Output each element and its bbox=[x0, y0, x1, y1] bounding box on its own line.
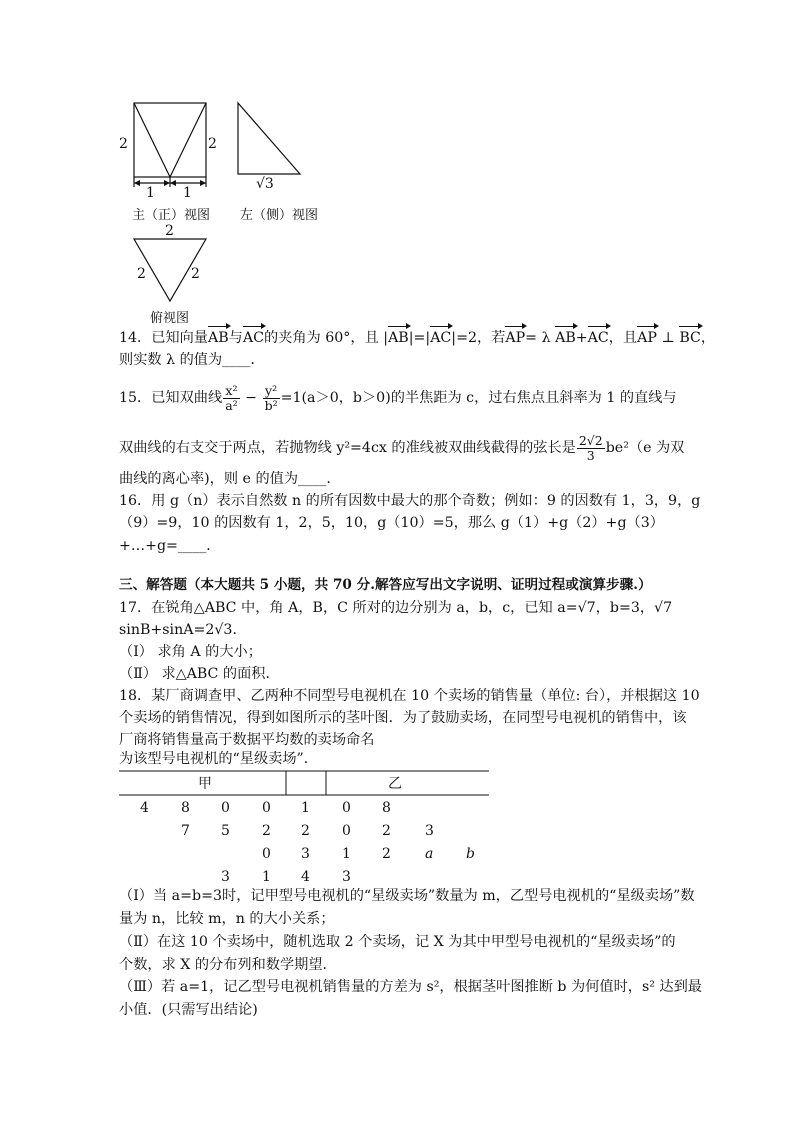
leaf-jia: 0 bbox=[221, 800, 230, 816]
stem: 4 bbox=[301, 869, 310, 885]
q16-line2: （9）=9，10 的因数有 1，2，5，10，g（10）=5，那么 g（1）+g（2）+g（3） bbox=[119, 515, 664, 531]
vector-ap: AP bbox=[505, 327, 525, 349]
top-right-dim: 2 bbox=[191, 266, 200, 282]
stem-leaf-table-lines bbox=[119, 770, 491, 800]
top-view-caption: 俯视图 bbox=[150, 311, 190, 326]
front-bottom-right-dim: 1 bbox=[183, 185, 192, 201]
leaf-yi: 8 bbox=[382, 800, 391, 816]
q15-line3: 曲线的离心率)，则 e 的值为____． bbox=[119, 471, 341, 487]
vector-ab: AB bbox=[208, 327, 229, 349]
front-right-dim: 2 bbox=[208, 136, 217, 152]
leaf-jia: 1 bbox=[262, 869, 271, 885]
leaf-yi: a bbox=[425, 846, 434, 862]
q15-line2: 双曲线的右支交于两点，若抛物线 y²=4cx 的准线被双曲线截得的弦长是 $\frac{2√2}{3}$ be²（e 为双 bbox=[119, 432, 685, 463]
q17-part2: （Ⅱ） 求△ABC 的面积． bbox=[119, 666, 280, 682]
leaf-yi: b bbox=[466, 846, 475, 862]
stem: 2 bbox=[301, 823, 310, 839]
leaf-jia: 3 bbox=[221, 869, 230, 885]
side-view bbox=[238, 103, 300, 174]
leaf-jia: 2 bbox=[262, 823, 271, 839]
front-left-dim: 2 bbox=[119, 136, 128, 152]
side-bottom-dim: √3 bbox=[256, 176, 274, 192]
side-view-caption: 左（侧）视图 bbox=[240, 208, 319, 223]
q18-part1-a: （Ⅰ）当 a=b=3时，记甲型号电视机的“星级卖场”数量为 m，乙型号电视机的“星级卖场”数 bbox=[119, 888, 695, 904]
table-header-jia: 甲 bbox=[198, 776, 212, 792]
leaf-yi: 3 bbox=[425, 823, 434, 839]
front-view bbox=[134, 103, 206, 187]
q16-line3: +…+g=____． bbox=[119, 538, 221, 554]
q18-line1: 18．某厂商调查甲、乙两种不同型号电视机在 10 个卖场的销售量（单位: 台），并根据这 10 bbox=[119, 688, 700, 704]
section-3-heading: 三、解答题（本大题共 5 小题，共 70 分.解答应写出文字说明、证明过程或演算步骤.） bbox=[119, 577, 652, 593]
leaf-yi: 0 bbox=[342, 823, 351, 839]
leaf-jia: 0 bbox=[262, 846, 271, 862]
leaf-yi: 2 bbox=[382, 846, 391, 862]
front-view-caption: 主（正）视图 bbox=[132, 208, 211, 223]
top-top-dim: 2 bbox=[165, 223, 174, 239]
q17-line2: sinB+sinA=2√3． bbox=[119, 622, 247, 638]
top-left-dim: 2 bbox=[137, 266, 146, 282]
q18-part3-a: （Ⅲ）若 a=1，记乙型号电视机销售量的方差为 s²，根据茎叶图推断 b 为何值时，s² 达到最 bbox=[119, 979, 702, 995]
q15-line1: 15．已知双曲线 $\frac{\text{x²}}{\text{a²}}$ − $\frac{\text{y²}}{\text{b²}}$ =1(a＞0，b＞0)的半焦距为 c，过右焦点且斜率为 1 的直线与 bbox=[119, 382, 677, 413]
front-bottom-left-dim: 1 bbox=[146, 185, 155, 201]
vector-ac: AC bbox=[243, 327, 264, 349]
q18-line4: 为该型号电视机的“星级卖场”． bbox=[119, 751, 318, 767]
vector-bc: BC bbox=[679, 327, 701, 349]
fraction-chord: $\frac{2√2}{3}$ bbox=[578, 432, 603, 463]
stem: 1 bbox=[301, 800, 310, 816]
leaf-jia: 4 bbox=[140, 800, 149, 816]
leaf-yi: 2 bbox=[382, 823, 391, 839]
leaf-jia: 8 bbox=[181, 800, 190, 816]
q17-part1: （Ⅰ） 求角 A 的大小； bbox=[119, 644, 262, 660]
leaf-jia: 7 bbox=[181, 823, 190, 839]
leaf-jia: 0 bbox=[262, 800, 271, 816]
leaf-yi: 0 bbox=[342, 800, 351, 816]
leaf-yi: 3 bbox=[342, 869, 351, 885]
q14-line2: 则实数 λ 的值为____． bbox=[119, 352, 265, 368]
q16-line1: 16．用 g（n）表示自然数 n 的所有因数中最大的那个奇数；例如：9 的因数有 1，3，9，g bbox=[119, 493, 701, 509]
leaf-jia: 5 bbox=[221, 823, 230, 839]
q18-line3: 厂商将销售量高于数据平均数的卖场命名 bbox=[119, 732, 375, 748]
fraction-y2-b2: $\frac{\text{y²}}{\text{b²}}$ bbox=[264, 382, 278, 413]
q18-line2: 个卖场的销售情况，得到如图所示的茎叶图．为了鼓励卖场，在同型号电视机的销售中，该 bbox=[119, 710, 687, 726]
leaf-yi: 1 bbox=[342, 846, 351, 862]
q18-part2-b: 个数，求 X 的分布列和数学期望． bbox=[119, 957, 337, 973]
q18-part3-b: 小值．(只需写出结论) bbox=[119, 1002, 258, 1018]
stem: 3 bbox=[301, 846, 310, 862]
q18-part2-a: （Ⅱ）在这 10 个卖场中，随机选取 2 个卖场，记 X 为其中甲型号电视机的“星级卖场”的 bbox=[119, 934, 676, 950]
fraction-x2-a2: $\frac{\text{x²}}{\text{a²}}$ bbox=[225, 382, 238, 413]
q17-line1: 17．在锐角△ABC 中，角 A，B，C 所对的边分别为 a，b，c，已知 a=√7，b=3，√7 bbox=[119, 600, 673, 616]
table-header-yi: 乙 bbox=[388, 776, 402, 792]
q14-line1: 14．已知向量AB与AC的夹角为 60°，且 |AB|=|AC|=2，若AP= λ AB+AC，且AP ⊥ BC， bbox=[119, 327, 699, 349]
q18-part1-b: 量为 n，比较 m，n 的大小关系； bbox=[119, 911, 335, 927]
